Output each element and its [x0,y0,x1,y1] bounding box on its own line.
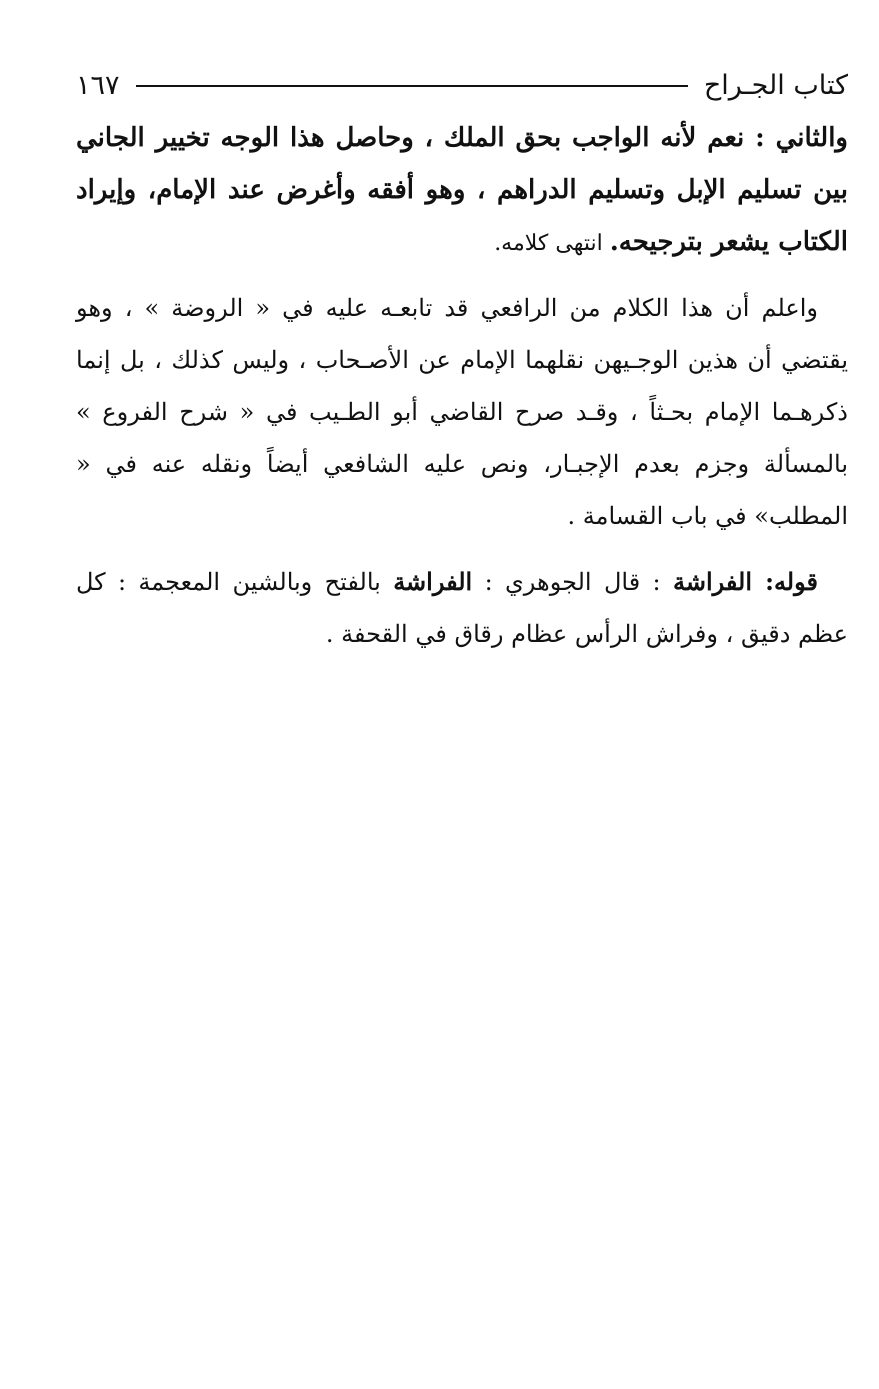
page-number: ١٦٧ [76,70,120,101]
chapter-title: كتاب الجـراح [703,70,848,101]
definition-lead: قوله: الفراشة [672,567,818,596]
paragraph-commentary: واعلم أن هذا الكلام من الرافعي قد تابعـه عليه في « الروضة » ، وهو يقتضي أن هذين الوجـيهن نقلهما الإمام عن الأصـحاب ، وليس كذلك ، بل إنما ذكرهـما الإمام بحـثاً ، وقـد صرح القاضي أبو الطـيب في « شرح الفروع » بالمسألة وجزم بعدم الإجبـار، ونص عليه الشافعي أيضاً ونقله عنه في « المطلب» في باب القسامة . [76,294,848,530]
paragraph-definition [76,556,848,660]
definition-part-1: : قال الجوهري : [472,568,673,596]
book-page [76,66,848,660]
running-header [76,66,848,106]
definition-part-2: بالفتح وبالشين المعجمة : كل عظم دقيق ، وفراش الرأس عظام رقاق في القحفة . [76,568,848,648]
definition-term: الفراشة [393,567,473,596]
paragraph-second-view [76,112,848,270]
paragraph-second-view-tail: انتهى كلامه. [494,231,610,256]
header-rule [136,85,688,87]
paragraph-second-view-bold: والثاني : نعم لأنه الواجب بحق الملك ، وحاصل هذا الوجه تخيير الجاني بين تسليم الإبل وتسليم الدراهم ، وهو أفقه وأغرض عند الإمام، وإيراد الكتاب يشعر بترجيحه. [76,123,848,257]
